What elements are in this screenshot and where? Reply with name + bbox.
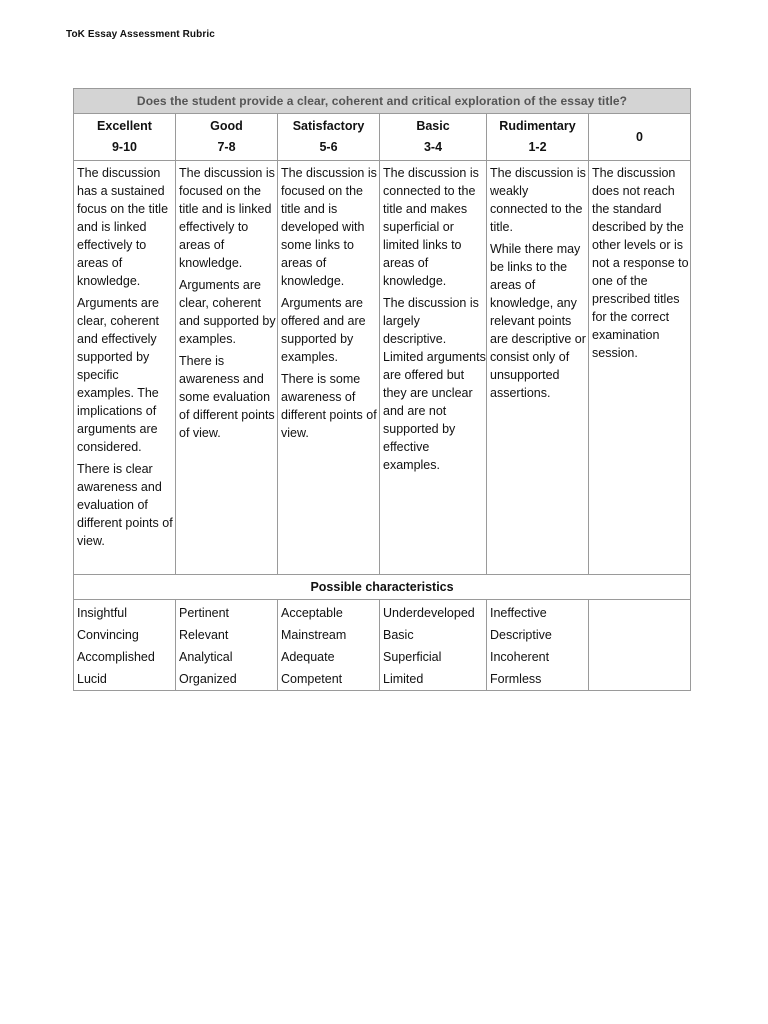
rubric-question: Does the student provide a clear, coherent and critical exploration of the essay title?	[74, 89, 691, 114]
level-marks: 0	[636, 129, 643, 144]
level-name: Excellent	[97, 119, 152, 133]
level-name: Rudimentary	[499, 119, 576, 133]
characteristic-word: Lucid	[77, 672, 107, 686]
characteristics-cell	[176, 600, 278, 691]
characteristics-row	[74, 600, 691, 691]
characteristic-word: Limited	[383, 672, 424, 686]
characteristic-word: Acceptable	[281, 606, 343, 620]
level-header-row	[74, 114, 691, 161]
level-marks: 7-8	[217, 140, 236, 154]
characteristic-word: Ineffective	[490, 606, 547, 620]
level-descriptor-cell	[380, 161, 487, 575]
characteristics-cell	[589, 600, 691, 691]
level-name: Good	[210, 119, 243, 133]
characteristic-word: Formless	[490, 672, 542, 686]
level-descriptor-cell	[278, 161, 380, 575]
level-header	[380, 114, 487, 161]
level-name: Satisfactory	[292, 119, 365, 133]
characteristics-cell	[74, 600, 176, 691]
level-marks: 1-2	[528, 140, 547, 154]
level-descriptor-cell	[589, 161, 691, 575]
characteristics-cell	[487, 600, 589, 691]
level-header	[176, 114, 278, 161]
descriptor-paragraph: The discussion is largely descriptive. Limited arguments are offered but they are unclear and are not supported by effective examples.	[383, 296, 486, 472]
descriptor-paragraph: The discussion is focused on the title and is linked effectively to areas of knowledge.	[179, 166, 275, 270]
level-marks: 9-10	[111, 140, 138, 154]
descriptor-paragraph: There is awareness and some evaluation of different points of view.	[179, 354, 275, 440]
descriptor-row	[74, 161, 691, 575]
descriptor-paragraph: There is clear awareness and evaluation of different points of view.	[77, 462, 173, 548]
characteristic-word: Mainstream	[281, 628, 347, 642]
descriptor-paragraph: The discussion is focused on the title and is developed with some links to areas of knowledge.	[281, 166, 377, 288]
level-descriptor-cell	[176, 161, 278, 575]
characteristic-word: Superficial	[383, 650, 442, 664]
level-descriptor-cell	[74, 161, 176, 575]
characteristic-word: Competent	[281, 672, 343, 686]
descriptor-paragraph: Arguments are clear, coherent and supported by examples.	[179, 278, 276, 346]
characteristic-word: Convincing	[77, 628, 139, 642]
level-marks: 5-6	[319, 140, 338, 154]
level-descriptor-cell	[487, 161, 589, 575]
characteristic-word: Incoherent	[490, 650, 550, 664]
characteristic-word: Organized	[179, 672, 237, 686]
descriptor-paragraph: Arguments are offered and are supported by examples.	[281, 296, 366, 364]
characteristic-word: Insightful	[77, 606, 128, 620]
level-header	[74, 114, 176, 161]
characteristic-word: Descriptive	[490, 628, 552, 642]
descriptor-paragraph: The discussion does not reach the standard described by the other levels or is not a response to one of the prescribed titles for the correct examination session.	[592, 166, 689, 360]
characteristics-cell	[380, 600, 487, 691]
characteristic-word: Accomplished	[77, 650, 155, 664]
characteristic-word: Analytical	[179, 650, 233, 664]
characteristic-word: Relevant	[179, 628, 229, 642]
question-row	[74, 89, 691, 114]
characteristics-cell	[278, 600, 380, 691]
assessment-rubric-table	[73, 88, 691, 691]
descriptor-paragraph: The discussion is connected to the title and makes superficial or limited links to areas of knowledge.	[383, 166, 479, 288]
level-header	[487, 114, 589, 161]
level-header	[589, 114, 691, 161]
characteristics-heading-row	[74, 575, 691, 600]
characteristics-heading: Possible characteristics	[74, 575, 691, 600]
descriptor-paragraph: Arguments are clear, coherent and effectively supported by specific examples. The implications of arguments are considered.	[77, 296, 159, 454]
characteristic-word: Underdeveloped	[383, 606, 475, 620]
characteristic-word: Pertinent	[179, 606, 230, 620]
level-header	[278, 114, 380, 161]
descriptor-paragraph: There is some awareness of different points of view.	[281, 372, 377, 440]
document-title: ToK Essay Assessment Rubric	[66, 29, 215, 40]
characteristic-word: Adequate	[281, 650, 335, 664]
descriptor-paragraph: While there may be links to the areas of knowledge, any relevant points are descriptive or consist only of unsupported assertions.	[490, 242, 586, 400]
level-name: Basic	[416, 119, 450, 133]
characteristic-word: Basic	[383, 628, 414, 642]
descriptor-paragraph: The discussion is weakly connected to the title.	[490, 166, 586, 234]
descriptor-paragraph: The discussion has a sustained focus on the title and is linked effectively to areas of knowledge.	[77, 166, 169, 288]
level-marks: 3-4	[423, 140, 443, 154]
